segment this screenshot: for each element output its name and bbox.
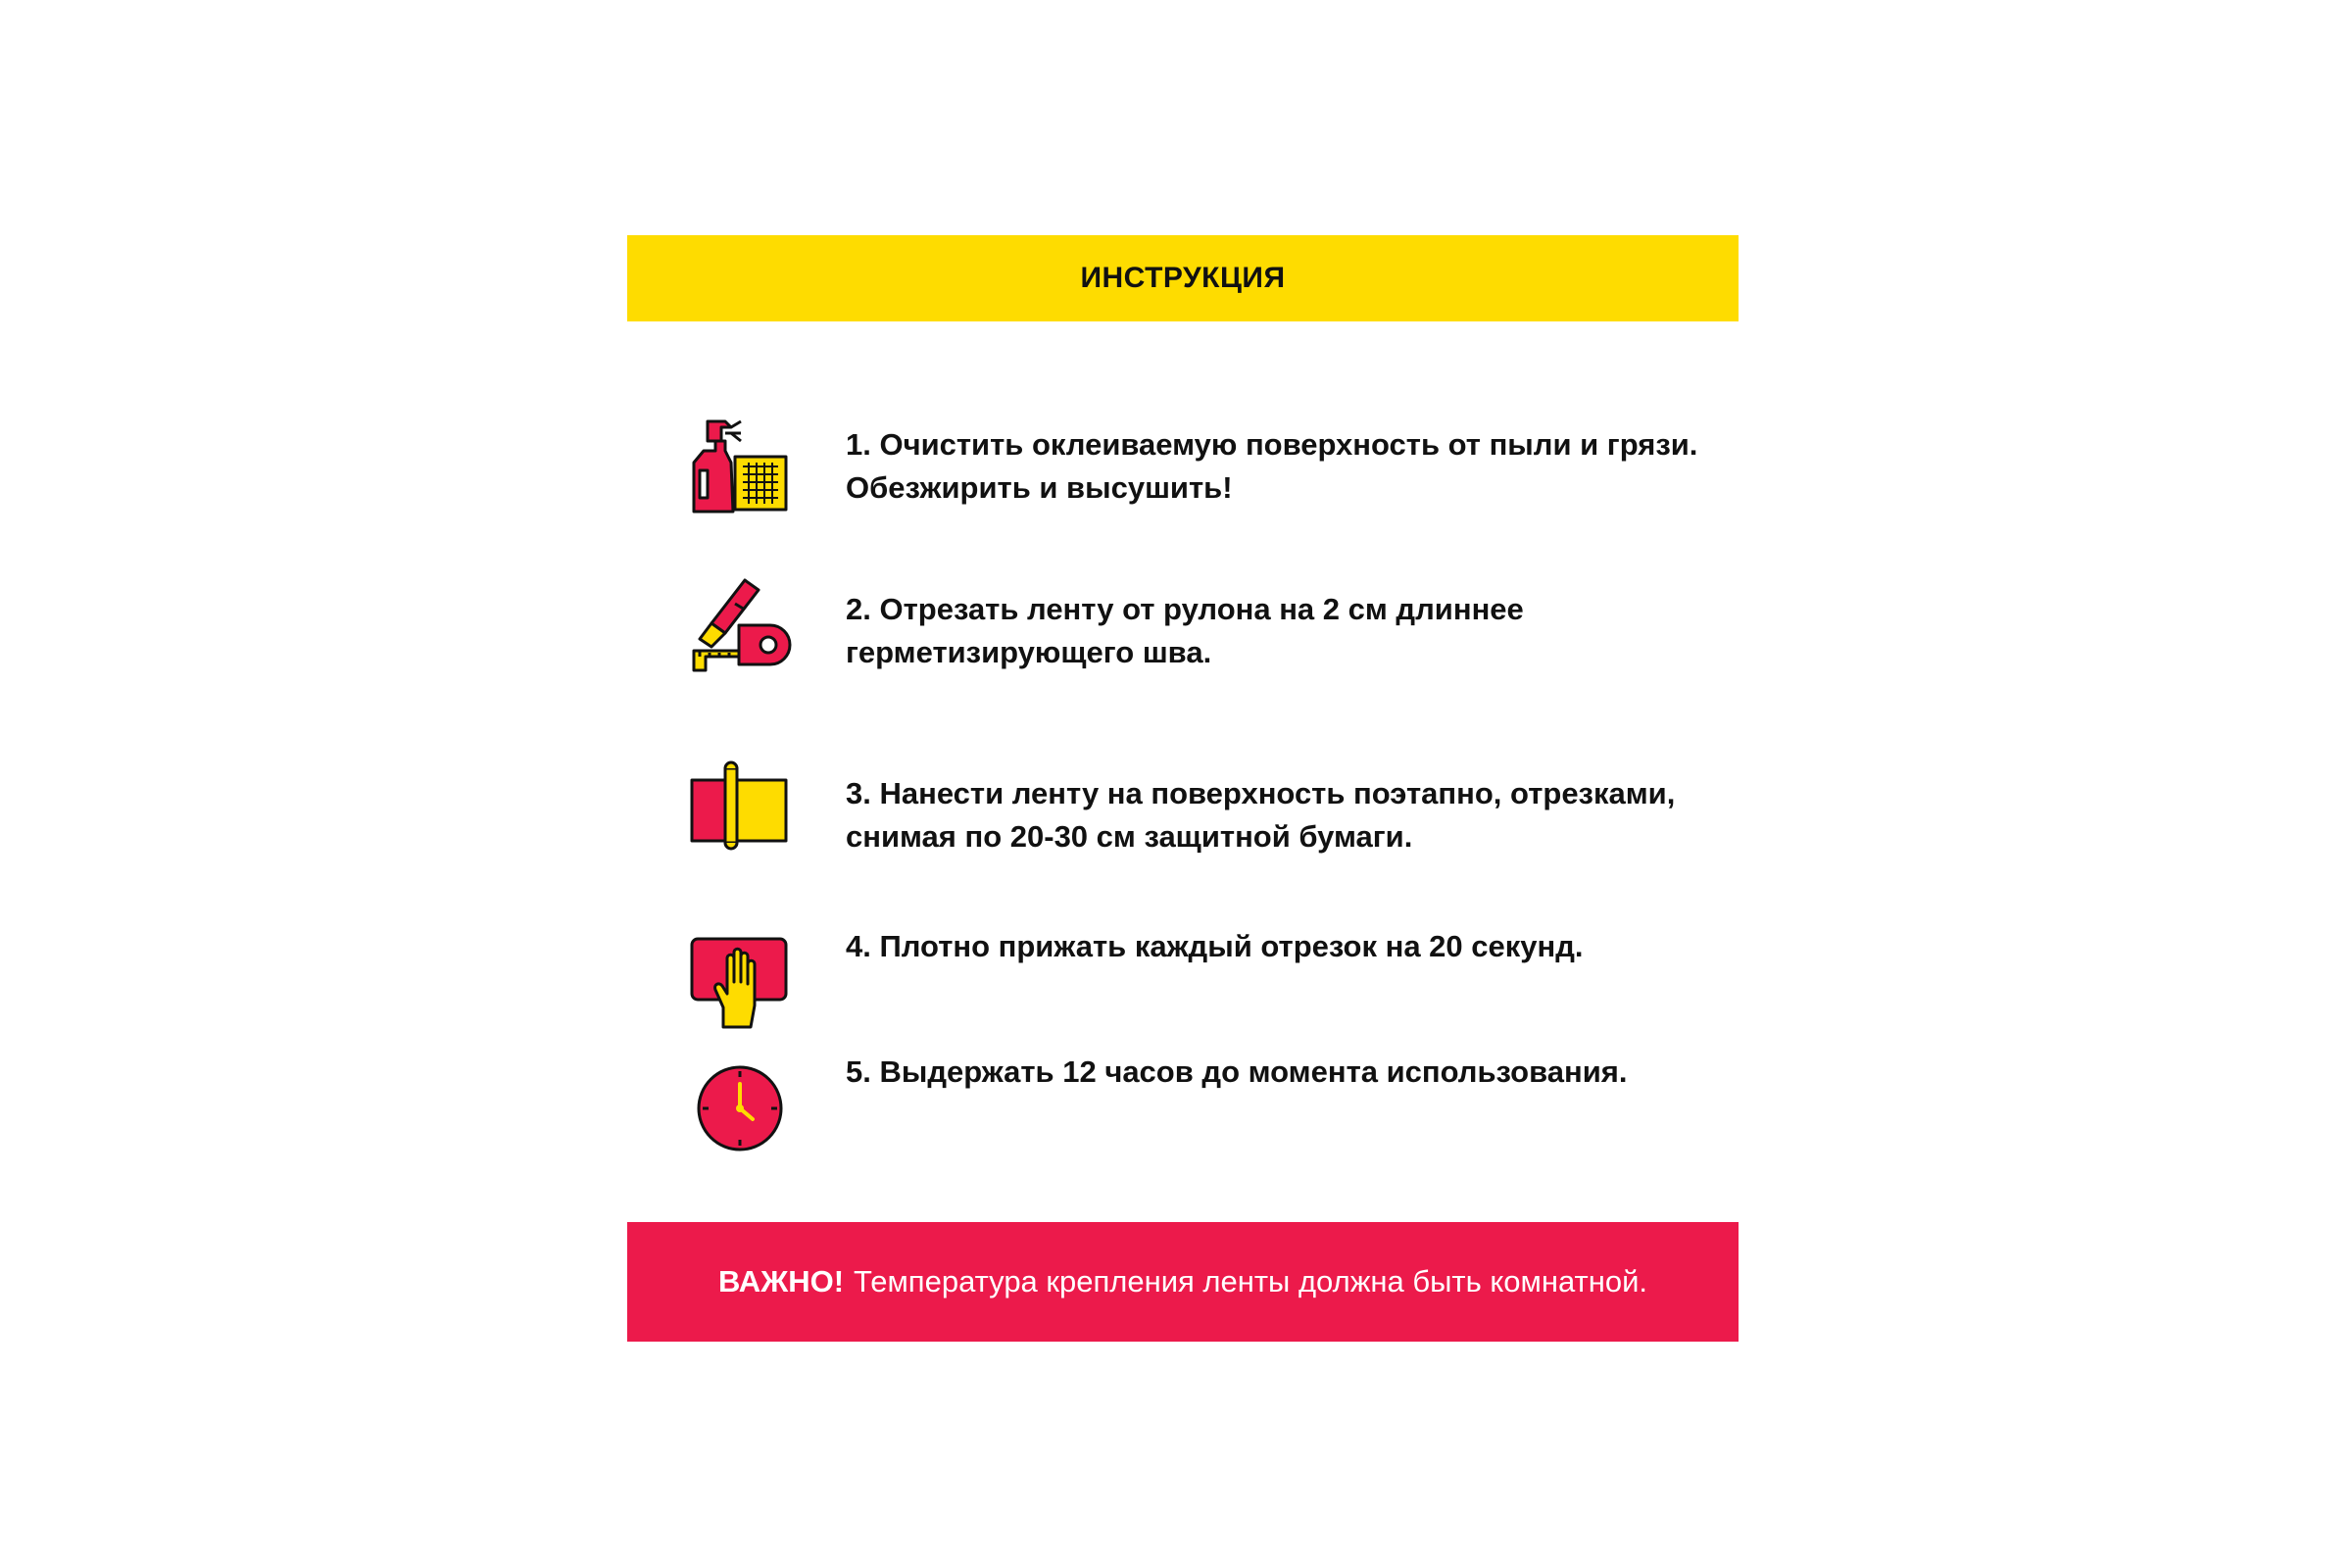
step-1-line-1: 1. Очистить оклеиваемую поверхность от пыли и грязи. <box>846 427 1698 462</box>
step-4-text <box>846 925 1728 968</box>
step-3-line-2: снимая по 20-30 см защитной бумаги. <box>846 819 1413 854</box>
important-notice-bar <box>627 1222 1739 1342</box>
step-3-text <box>846 772 1728 858</box>
step-4-line-1: 4. Плотно прижать каждый отрезок на 20 секунд. <box>846 929 1584 963</box>
notice-text: Температура крепления ленты должна быть комнатной. <box>854 1264 1648 1298</box>
header-bar <box>627 235 1739 321</box>
step-2-line-1: 2. Отрезать ленту от рулона на 2 см длиннее <box>846 592 1524 626</box>
spray-bottle-sponge-icon <box>686 412 794 519</box>
page-title: ИНСТРУКЦИЯ <box>1080 262 1286 294</box>
tape-application-icon <box>686 760 794 868</box>
step-2-line-2: герметизирующего шва. <box>846 635 1212 669</box>
step-2-text <box>846 588 1728 674</box>
step-5-text <box>846 1051 1728 1094</box>
hand-press-icon <box>686 929 794 1037</box>
step-1-text <box>846 423 1728 510</box>
clock-icon <box>686 1054 794 1162</box>
step-5-line-1: 5. Выдержать 12 часов до момента использования. <box>846 1054 1628 1089</box>
notice-label: ВАЖНО! <box>717 1264 845 1298</box>
step-3-line-1: 3. Нанести ленту на поверхность поэтапно, отрезками, <box>846 776 1676 810</box>
utility-knife-tape-measure-icon <box>686 576 794 684</box>
step-1-line-2: Обезжирить и высушить! <box>846 470 1233 505</box>
